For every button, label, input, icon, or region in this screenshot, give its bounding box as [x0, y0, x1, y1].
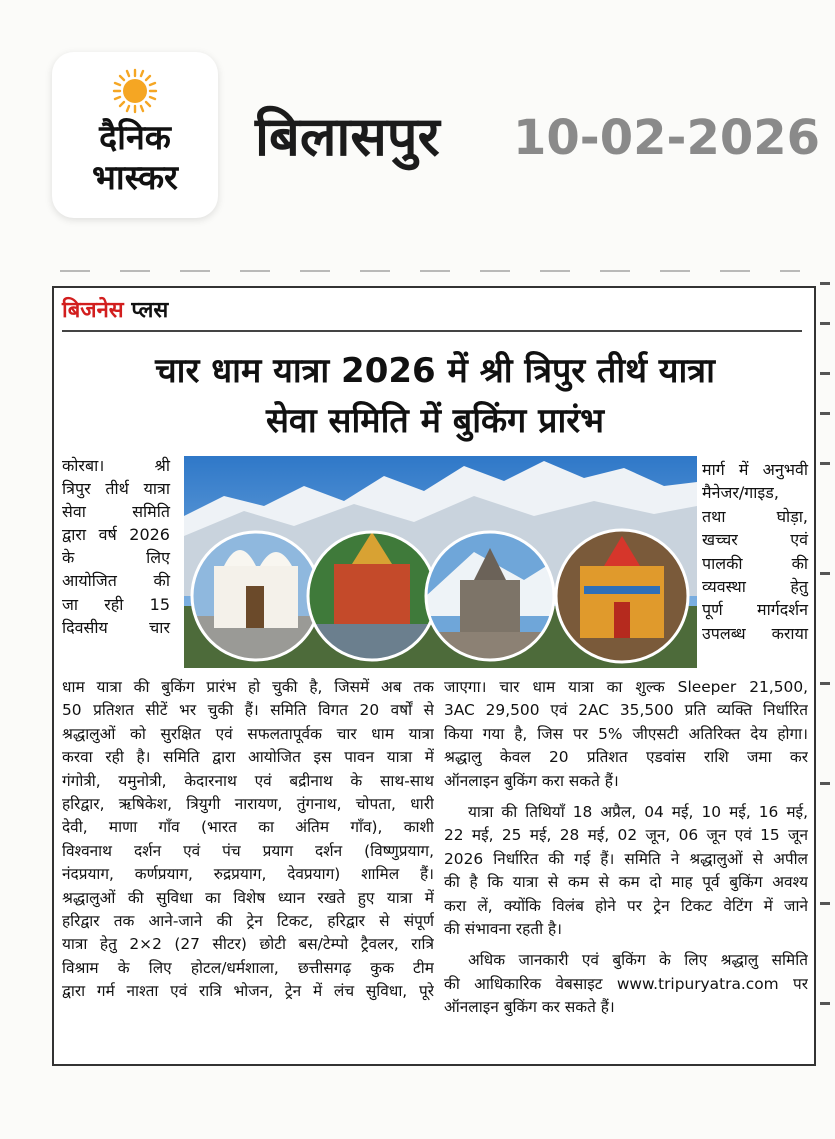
text-line: उपलब्ध कराया — [702, 623, 808, 643]
text-line: नंदप्रयाग, कर्णप्रयाग, रुद्रप्रयाग, देवप्रयाग) शामिल हैं। — [62, 865, 434, 884]
text-line: खच्चर एवं — [702, 530, 808, 550]
edition-date: 10-02-2026 — [513, 110, 821, 166]
text-line: विश्राम के लिए होटल/धर्मशाला, छत्तीसगढ़ कुक टीम — [62, 958, 434, 977]
text-line: देवी, माणा गाँव (भारत का अंतिम गाँव), काशी — [62, 818, 434, 837]
text-line: सेवा समिति — [62, 502, 170, 522]
text-line: की संभावना रहती है। — [444, 920, 563, 939]
text-line: के लिए — [62, 548, 170, 568]
text-line: पालकी की — [702, 553, 808, 573]
text-line: ऑनलाइन बुकिंग कर सकते हैं। — [444, 998, 615, 1017]
text-line: गंगोत्री, यमुनोत्री, केदारनाथ एवं बद्रीनाथ के साथ-साथ — [62, 771, 434, 790]
text-line: श्रद्धालुओं को सुरक्षित एवं सफलतापूर्वक चार धाम यात्रा — [62, 724, 434, 743]
char-dham-temples-photo — [184, 456, 697, 668]
text-line: यात्रा की तिथियाँ 18 अप्रैल, 04 मई, 10 मई, 16 मई, — [468, 803, 808, 822]
adjacent-column-edge — [820, 262, 835, 1042]
headline-line-1: चार धाम यात्रा 2026 में श्री त्रिपुर तीर्थ यात्रा — [155, 351, 715, 391]
text-line: त्रिपुर तीर्थ यात्रा — [62, 479, 170, 499]
body-right-column — [444, 676, 808, 1020]
text-line: पूर्ण मार्गदर्शन — [702, 600, 808, 620]
dainik-bhaskar-logo — [52, 52, 218, 218]
body-left-column — [62, 676, 434, 1004]
text-line: द्वारा गर्म नाश्ता एवं रात्रि भोजन, ट्रेन में लंच सुविधा, पूरे — [62, 982, 434, 1001]
left-narrow-column — [62, 454, 170, 639]
text-line: हरिद्वार, ऋषिकेश, त्रियुगी नारायण, तुंगनाथ, चोपता, धारी — [62, 795, 434, 814]
text-line: यात्रा हेतु 2×2 (27 सीटर) छोटी बस/टेम्पो ट्रैवलर, रात्रि — [62, 935, 434, 954]
text-line: की आधिकारिक वेबसाइट www.tripuryatra.com पर — [444, 974, 808, 993]
text-line: करा लें, क्योंकि विलंब होने पर ट्रेन टिकट वेटिंग में जाने — [444, 896, 808, 915]
headline-line-2: सेवा समिति में बुकिंग प्रारंभ — [265, 401, 605, 441]
sun-icon — [112, 68, 158, 114]
edition-name: बिलासपुर — [255, 105, 440, 168]
text-line: की है कि यात्रा से कम से कम दो माह पूर्व बुकिंग अवश्य — [444, 873, 808, 892]
section-tag-black: प्लस — [131, 298, 169, 323]
logo-text-bhaskar: भास्कर — [92, 158, 178, 198]
text-line: जा रही 15 — [62, 594, 170, 614]
text-line: ऑनलाइन बुकिंग करा सकते हैं। — [444, 771, 619, 790]
text-line: 3AC 29,500 एवं 2AC 35,500 प्रति व्यक्ति निर्धारित — [444, 701, 808, 720]
text-line: व्यवस्था हेतु — [702, 577, 808, 597]
text-line: मार्ग में अनुभवी — [702, 460, 808, 479]
page-divider — [60, 270, 800, 272]
text-line: अधिक जानकारी एवं बुकिंग के लिए श्रद्धालु समिति — [468, 951, 808, 970]
text-line: तथा घोड़ा, — [702, 506, 808, 526]
text-line: मैनेजर/गाइड, — [702, 483, 779, 503]
section-tag — [62, 296, 168, 326]
text-line: 50 प्रतिशत सीटें भर चुकी हैं। समिति विगत 20 वर्षों से — [62, 701, 434, 720]
text-line: आयोजित की — [62, 571, 170, 591]
text-line: कोरबा। श्री — [62, 456, 170, 475]
article-headline — [74, 346, 796, 446]
text-line: करवा रही है। समिति द्वारा आयोजित इस पावन यात्रा में — [62, 748, 434, 767]
logo-text-dainik: दैनिक — [99, 118, 171, 158]
text-line: जाएगा। चार धाम यात्रा का शुल्क Sleeper 21,500, — [444, 678, 808, 696]
right-narrow-column — [702, 458, 808, 645]
section-underline — [62, 330, 802, 332]
text-line: श्रद्धालु केवल 20 प्रतिशत एडवांस राशि जमा कर — [444, 748, 808, 767]
text-line: श्रद्धालुओं की सुविधा का विशेष ध्यान रखते हुए यात्रा में — [62, 888, 434, 907]
text-line: द्वारा वर्ष 2026 — [62, 525, 170, 545]
text-line: 22 मई, 25 मई, 28 मई, 02 जून, 06 जून एवं 15 जून — [444, 826, 808, 845]
text-line: विश्वनाथ दर्शन एवं पंच प्रयाग दर्शन (विष्णुप्रयाग, — [62, 841, 434, 860]
text-line: 2026 निर्धारित की गई हैं। समिति ने श्रद्धालुओं से अपील — [444, 849, 808, 868]
news-article — [52, 286, 816, 1066]
text-line: दिवसीय चार — [62, 617, 170, 637]
section-tag-red: बिजनेस — [62, 298, 124, 323]
text-line: धाम यात्रा की बुकिंग प्रारंभ हो चुकी है, जिसमें अब तक — [62, 678, 434, 696]
text-line: किया गया है, जिस पर 5% जीएसटी अतिरिक्त देय होगा। — [444, 724, 808, 743]
text-line: हरिद्वार तक आने-जाने की ट्रेन टिकट, हरिद्वार से संपूर्ण — [62, 912, 434, 931]
